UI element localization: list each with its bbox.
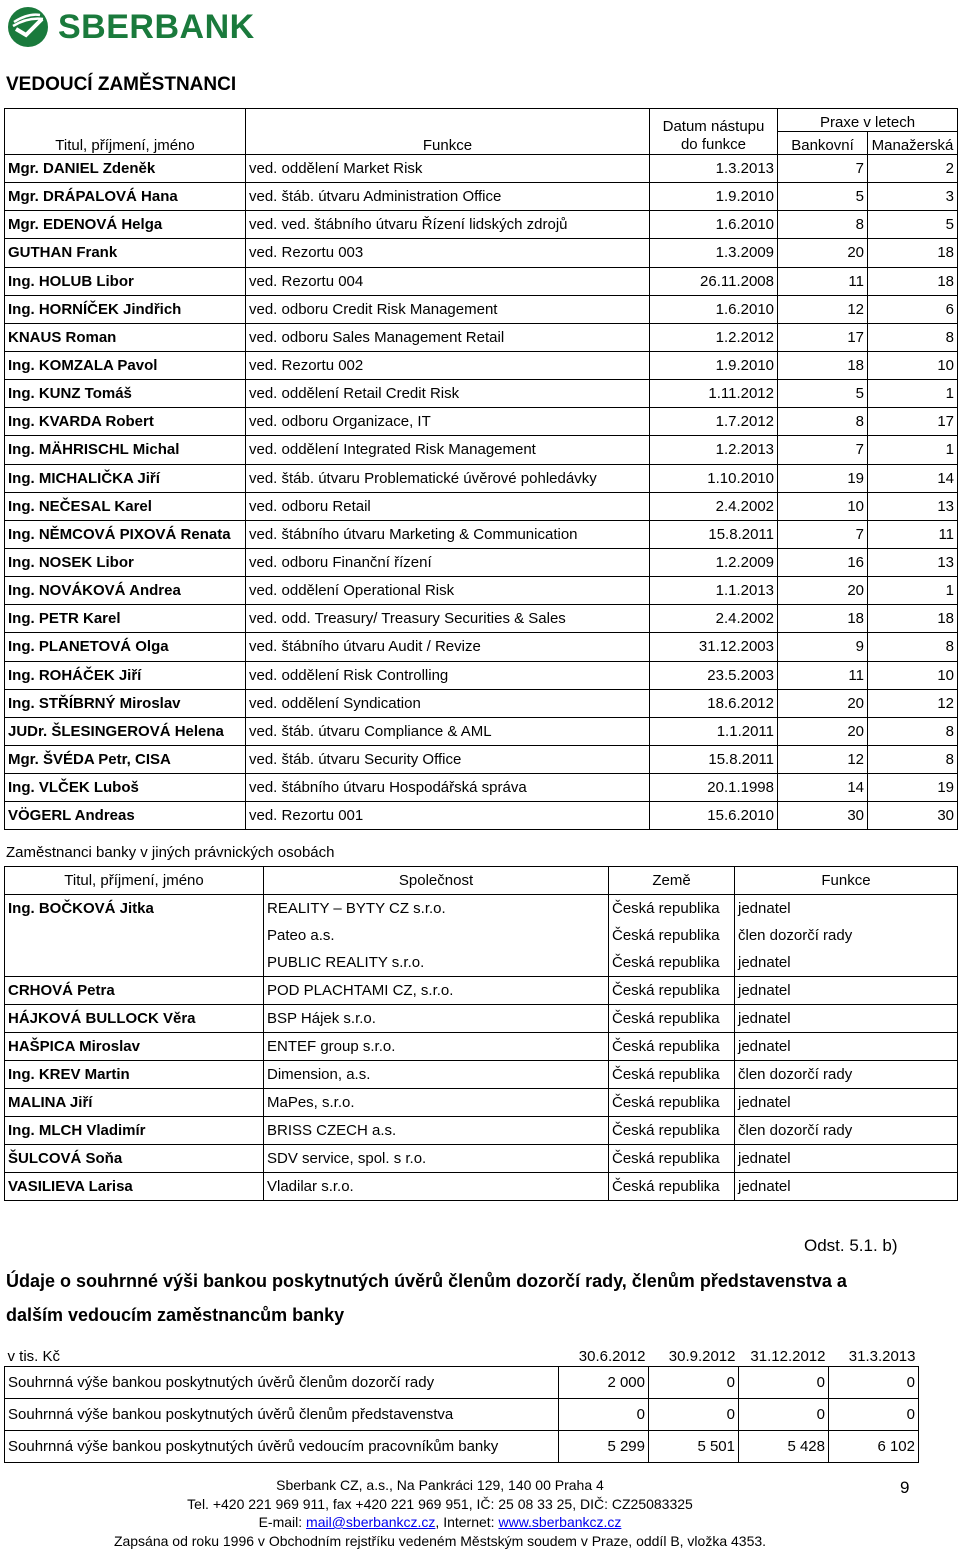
footer-address: Sberbank CZ, a.s., Na Pankráci 129, 140 00 Praha 4 [276, 1477, 604, 1493]
start-date: 1.1.2011 [650, 717, 778, 745]
role: jednatel [735, 895, 958, 923]
table-row [5, 1431, 919, 1463]
bank-years: 8 [778, 408, 868, 436]
col2-country-header: Země [609, 867, 735, 895]
table-row [5, 774, 958, 802]
role: jednatel [735, 977, 958, 1005]
start-date: 1.3.2009 [650, 239, 778, 267]
country: Česká republika [609, 1005, 735, 1033]
manager-function: ved. oddělení Retail Credit Risk [246, 380, 650, 408]
table-row [5, 351, 958, 379]
date-col-2: 30.9.2012 [668, 1347, 736, 1365]
bank-years: 18 [778, 351, 868, 379]
company: Pateo a.s. [264, 922, 609, 949]
table-row [5, 977, 958, 1005]
bank-years: 30 [778, 802, 868, 830]
start-date: 18.6.2012 [650, 689, 778, 717]
company: REALITY – BYTY CZ s.r.o. [264, 895, 609, 923]
manager-years: 13 [868, 492, 958, 520]
col2-company-header: Společnost [264, 867, 609, 895]
bank-years: 7 [778, 155, 868, 183]
country: Česká republika [609, 1173, 735, 1201]
page-footer [0, 1476, 880, 1550]
manager-name: Ing. KUNZ Tomáš [5, 380, 246, 408]
bank-years: 5 [778, 380, 868, 408]
manager-name: Ing. PETR Karel [5, 605, 246, 633]
manager-function: ved. Rezortu 004 [246, 267, 650, 295]
employee-name: Ing. KREV Martin [5, 1061, 264, 1089]
manager-name: Ing. VLČEK Luboš [5, 774, 246, 802]
start-date: 1.1.2013 [650, 577, 778, 605]
start-date: 1.11.2012 [650, 380, 778, 408]
start-date: 15.8.2011 [650, 745, 778, 773]
start-date: 31.12.2003 [650, 633, 778, 661]
manager-years: 1 [868, 577, 958, 605]
manager-name: Mgr. DRÁPALOVÁ Hana [5, 183, 246, 211]
start-date: 1.2.2012 [650, 323, 778, 351]
loan-description: Souhrnná výše bankou poskytnutých úvěrů členům dozorčí rady [5, 1367, 559, 1399]
start-date: 1.2.2009 [650, 548, 778, 576]
bank-years: 20 [778, 239, 868, 267]
date-col-1: 30.6.2012 [578, 1347, 646, 1365]
start-date: 1.6.2010 [650, 295, 778, 323]
table-row [5, 492, 958, 520]
manager-name: GUTHAN Frank [5, 239, 246, 267]
employee-name: MALINA Jiří [5, 1089, 264, 1117]
value-q1: 0 [559, 1399, 649, 1431]
email-link[interactable]: mail@sberbankcz.cz [306, 1514, 436, 1530]
table-row [5, 1089, 958, 1117]
footer-contacts: Tel. +420 221 969 911, fax +420 221 969 951, IČ: 25 08 33 25, DIČ: CZ25083325 [187, 1495, 693, 1512]
country: Česká republika [609, 922, 735, 949]
bank-years: 11 [778, 267, 868, 295]
manager-function: ved. štáb. útvaru Administration Office [246, 183, 650, 211]
start-date: 1.2.2013 [650, 436, 778, 464]
unit-label: v tis. Kč [7, 1347, 61, 1365]
role: člen dozorčí rady [735, 922, 958, 949]
value-q4: 0 [829, 1367, 919, 1399]
manager-name: Ing. KOMZALA Pavol [5, 351, 246, 379]
company: Vladilar s.r.o. [264, 1173, 609, 1201]
manager-function: ved. oddělení Integrated Risk Management [246, 436, 650, 464]
manager-function: ved. oddělení Operational Risk [246, 577, 650, 605]
managers-header-top [5, 109, 958, 132]
manager-function: ved. odboru Finanční řízení [246, 548, 650, 576]
table-row [5, 155, 958, 183]
web-label: , Internet: [435, 1514, 499, 1530]
manager-function: ved. štáb. útvaru Problematické úvěrové pohledávky [246, 464, 650, 492]
table-row [5, 922, 958, 949]
manager-function: ved. oddělení Risk Controlling [246, 661, 650, 689]
bank-years: 7 [778, 436, 868, 464]
manager-function: ved. štáb. útvaru Compliance & AML [246, 717, 650, 745]
country: Česká republika [609, 1033, 735, 1061]
bank-years: 20 [778, 717, 868, 745]
table-row [5, 436, 958, 464]
loan-description: Souhrnná výše bankou poskytnutých úvěrů členům představenstva [5, 1399, 559, 1431]
start-date: 1.10.2010 [650, 464, 778, 492]
bank-years: 18 [778, 605, 868, 633]
col2-func-header: Funkce [735, 867, 958, 895]
company: MaPes, s.r.o. [264, 1089, 609, 1117]
manager-years: 1 [868, 380, 958, 408]
manager-years: 10 [868, 351, 958, 379]
manager-years: 8 [868, 323, 958, 351]
table-row [5, 745, 958, 773]
value-q4: 6 102 [829, 1431, 919, 1463]
table-row [5, 1367, 919, 1399]
start-date: 20.1.1998 [650, 774, 778, 802]
manager-function: ved. oddělení Market Risk [246, 155, 650, 183]
country: Česká republika [609, 1061, 735, 1089]
manager-years: 5 [868, 211, 958, 239]
manager-function: ved. odboru Retail [246, 492, 650, 520]
role: jednatel [735, 1173, 958, 1201]
value-q3: 0 [739, 1367, 829, 1399]
sberbank-logo [6, 4, 255, 50]
manager-years: 14 [868, 464, 958, 492]
employee-name: VASILIEVA Larisa [5, 1173, 264, 1201]
manager-name: Ing. NEČESAL Karel [5, 492, 246, 520]
manager-years: 3 [868, 183, 958, 211]
manager-name: Ing. MICHALIČKA Jiří [5, 464, 246, 492]
manager-years: 18 [868, 267, 958, 295]
bank-years: 10 [778, 492, 868, 520]
page-number: 9 [900, 1478, 910, 1497]
country: Česká republika [609, 1117, 735, 1145]
bank-years: 20 [778, 689, 868, 717]
country: Česká republika [609, 1089, 735, 1117]
manager-function: ved. Rezortu 001 [246, 802, 650, 830]
table-row [5, 1117, 958, 1145]
company: PUBLIC REALITY s.r.o. [264, 949, 609, 977]
company: BRISS CZECH a.s. [264, 1117, 609, 1145]
start-date: 15.8.2011 [650, 520, 778, 548]
loans-table [4, 1346, 919, 1463]
manager-name: Mgr. DANIEL Zdeněk [5, 155, 246, 183]
employee-name: ŠULCOVÁ Soňa [5, 1145, 264, 1173]
start-date: 1.9.2010 [650, 351, 778, 379]
footer-registration: Zapsána od roku 1996 v Obchodním rejstříku vedeném Městským soudem v Praze, oddíl B, vložka 4353. [113, 1532, 767, 1549]
footer-links [0, 1513, 880, 1532]
table-row [5, 464, 958, 492]
table-row [5, 1399, 919, 1431]
manager-years: 19 [868, 774, 958, 802]
table-row [5, 605, 958, 633]
other-entities-table [4, 866, 958, 1201]
col-name-header: Titul, příjmení, jméno [5, 109, 246, 155]
value-q3: 0 [739, 1399, 829, 1431]
manager-name: Mgr. ŠVÉDA Petr, CISA [5, 745, 246, 773]
other-entities-header [5, 867, 958, 895]
manager-years: 8 [868, 745, 958, 773]
section-title-loans: Údaje o souhrnné výši bankou poskytnutých úvěrů členům dozorčí rady, členům představenstva a dalším vedoucím zaměstnancům banky [6, 1271, 847, 1325]
country: Česká republika [609, 895, 735, 923]
start-date: 1.3.2013 [650, 155, 778, 183]
section-title-managers: VEDOUCÍ ZAMĚSTNANCI [6, 74, 237, 95]
manager-years: 17 [868, 408, 958, 436]
manager-function: ved. Rezortu 003 [246, 239, 650, 267]
value-q2: 5 501 [649, 1431, 739, 1463]
date-col-4: 31.3.2013 [848, 1347, 916, 1365]
bank-years: 20 [778, 577, 868, 605]
table-row [5, 380, 958, 408]
table-row [5, 577, 958, 605]
manager-years: 10 [868, 661, 958, 689]
managers-body [5, 155, 958, 830]
manager-function: ved. štábního útvaru Marketing & Communication [246, 520, 650, 548]
table-row [5, 548, 958, 576]
value-q1: 2 000 [559, 1367, 649, 1399]
bank-years: 17 [778, 323, 868, 351]
start-date: 2.4.2002 [650, 605, 778, 633]
manager-function: ved. Rezortu 002 [246, 351, 650, 379]
bank-years: 11 [778, 661, 868, 689]
manager-years: 18 [868, 239, 958, 267]
manager-name: VÖGERL Andreas [5, 802, 246, 830]
bank-years: 9 [778, 633, 868, 661]
manager-years: 13 [868, 548, 958, 576]
section-title-other-entities: Zaměstnanci banky v jiných právnických osobách [6, 844, 335, 861]
bank-years: 19 [778, 464, 868, 492]
manager-years: 1 [868, 436, 958, 464]
loans-header [5, 1346, 919, 1367]
table-row [5, 661, 958, 689]
role: jednatel [735, 1033, 958, 1061]
table-row [5, 949, 958, 977]
value-q1: 5 299 [559, 1431, 649, 1463]
bank-years: 16 [778, 548, 868, 576]
col-bank-header: Bankovní [778, 132, 868, 155]
manager-years: 11 [868, 520, 958, 548]
manager-name: Ing. NOSEK Libor [5, 548, 246, 576]
role: jednatel [735, 1145, 958, 1173]
manager-name: Mgr. EDENOVÁ Helga [5, 211, 246, 239]
manager-name: Ing. HOLUB Libor [5, 267, 246, 295]
manager-years: 18 [868, 605, 958, 633]
employee-name [5, 949, 264, 977]
country: Česká republika [609, 1145, 735, 1173]
bank-years: 7 [778, 520, 868, 548]
manager-function: ved. ved. štábního útvaru Řízení lidských zdrojů [246, 211, 650, 239]
bank-years: 8 [778, 211, 868, 239]
start-date: 1.9.2010 [650, 183, 778, 211]
start-date: 1.7.2012 [650, 408, 778, 436]
bank-years: 14 [778, 774, 868, 802]
country: Česká republika [609, 949, 735, 977]
start-date: 23.5.2003 [650, 661, 778, 689]
employee-name: Ing. MLCH Vladimír [5, 1117, 264, 1145]
country: Česká republika [609, 977, 735, 1005]
manager-name: Ing. HORNÍČEK Jindřich [5, 295, 246, 323]
start-date: 2.4.2002 [650, 492, 778, 520]
table-row [5, 183, 958, 211]
date-header-line1: Datum nástupu [662, 118, 765, 135]
manager-function: ved. štábního útvaru Audit / Revize [246, 633, 650, 661]
table-row [5, 1145, 958, 1173]
manager-years: 12 [868, 689, 958, 717]
company: POD PLACHTAMI CZ, s.r.o. [264, 977, 609, 1005]
employee-name: HAŠPICA Miroslav [5, 1033, 264, 1061]
col-date-header [650, 109, 778, 155]
logo-text: SBERBANK [58, 7, 255, 46]
table-row [5, 323, 958, 351]
employee-name [5, 922, 264, 949]
col2-name-header: Titul, příjmení, jméno [5, 867, 264, 895]
role: jednatel [735, 949, 958, 977]
role: jednatel [735, 1089, 958, 1117]
manager-name: Ing. MÄHRISCHL Michal [5, 436, 246, 464]
table-row [5, 408, 958, 436]
table-row [5, 1033, 958, 1061]
role: jednatel [735, 1005, 958, 1033]
table-row [5, 239, 958, 267]
loans-body [5, 1367, 919, 1463]
manager-function: ved. odboru Sales Management Retail [246, 323, 650, 351]
table-row [5, 211, 958, 239]
loan-description: Souhrnná výše bankou poskytnutých úvěrů vedoucím pracovníkům banky [5, 1431, 559, 1463]
table-row [5, 633, 958, 661]
table-row [5, 267, 958, 295]
employee-name: CRHOVÁ Petra [5, 977, 264, 1005]
table-row [5, 717, 958, 745]
manager-function: ved. oddělení Syndication [246, 689, 650, 717]
bank-years: 12 [778, 295, 868, 323]
manager-name: KNAUS Roman [5, 323, 246, 351]
employee-name: Ing. BOČKOVÁ Jitka [5, 895, 264, 923]
table-row [5, 895, 958, 923]
company: BSP Hájek s.r.o. [264, 1005, 609, 1033]
date-header-line2: do funkce [680, 136, 747, 153]
value-q4: 0 [829, 1399, 919, 1431]
managers-table [4, 108, 958, 830]
date-col-3: 31.12.2012 [750, 1347, 826, 1365]
manager-name: Ing. NOVÁKOVÁ Andrea [5, 577, 246, 605]
col-praxe-header: Praxe v letech [778, 109, 958, 132]
manager-years: 8 [868, 717, 958, 745]
company: SDV service, spol. s r.o. [264, 1145, 609, 1173]
manager-years: 8 [868, 633, 958, 661]
company: Dimension, a.s. [264, 1061, 609, 1089]
company: ENTEF group s.r.o. [264, 1033, 609, 1061]
table-row [5, 802, 958, 830]
manager-name: Ing. STŘÍBRNÝ Miroslav [5, 689, 246, 717]
table-row [5, 1061, 958, 1089]
manager-function: ved. odd. Treasury/ Treasury Securities & Sales [246, 605, 650, 633]
sberbank-logo-icon [6, 5, 50, 49]
manager-years: 2 [868, 155, 958, 183]
manager-function: ved. odboru Credit Risk Management [246, 295, 650, 323]
bank-years: 12 [778, 745, 868, 773]
table-row [5, 295, 958, 323]
manager-years: 6 [868, 295, 958, 323]
manager-name: JUDr. ŠLESINGEROVÁ Helena [5, 717, 246, 745]
col-man-header: Manažerská [868, 132, 958, 155]
role: člen dozorčí rady [735, 1117, 958, 1145]
start-date: 15.6.2010 [650, 802, 778, 830]
manager-name: Ing. PLANETOVÁ Olga [5, 633, 246, 661]
manager-name: Ing. KVARDA Robert [5, 408, 246, 436]
start-date: 1.6.2010 [650, 211, 778, 239]
manager-function: ved. štáb. útvaru Security Office [246, 745, 650, 773]
manager-years: 30 [868, 802, 958, 830]
manager-name: Ing. ROHÁČEK Jiří [5, 661, 246, 689]
value-q2: 0 [649, 1399, 739, 1431]
manager-name: Ing. NĚMCOVÁ PIXOVÁ Renata [5, 520, 246, 548]
table-row [5, 1005, 958, 1033]
value-q2: 0 [649, 1367, 739, 1399]
web-link[interactable]: www.sberbankcz.cz [498, 1514, 622, 1530]
email-label: E-mail: [258, 1514, 307, 1530]
table-row [5, 1173, 958, 1201]
manager-function: ved. štábního útvaru Hospodářská správa [246, 774, 650, 802]
start-date: 26.11.2008 [650, 267, 778, 295]
role: člen dozorčí rady [735, 1061, 958, 1089]
table-row [5, 689, 958, 717]
bank-years: 5 [778, 183, 868, 211]
col-func-header: Funkce [246, 109, 650, 155]
value-q3: 5 428 [739, 1431, 829, 1463]
table-row [5, 520, 958, 548]
employee-name: HÁJKOVÁ BULLOCK Věra [5, 1005, 264, 1033]
manager-function: ved. odboru Organizace, IT [246, 408, 650, 436]
other-entities-body [5, 895, 958, 1201]
section-reference: Odst. 5.1. b) [804, 1236, 898, 1255]
